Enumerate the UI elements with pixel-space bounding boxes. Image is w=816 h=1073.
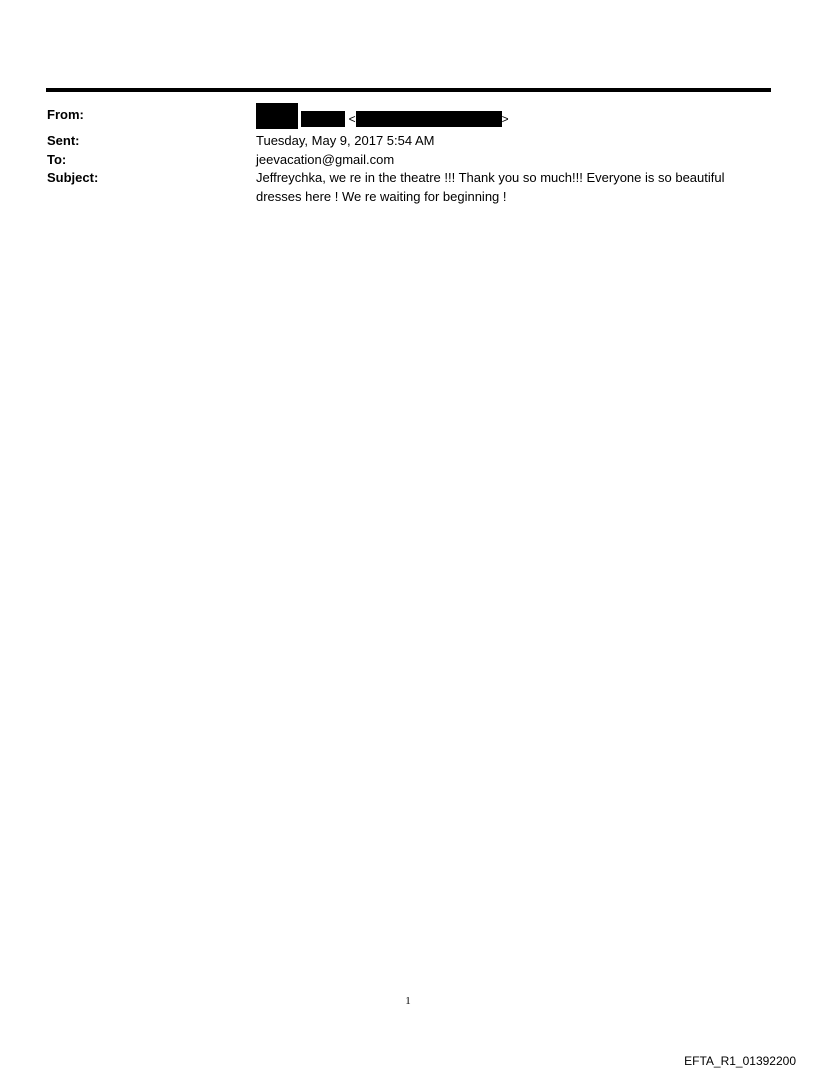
sent-value: Tuesday, May 9, 2017 5:54 AM [256,133,435,148]
sent-row [47,132,747,151]
subject-row [47,169,747,206]
sent-label: Sent: [47,133,80,148]
redaction-box [356,111,502,127]
from-close-bracket: > [501,111,509,126]
from-row [47,106,747,132]
top-divider-rule [46,88,771,92]
from-open-bracket: < [348,111,356,126]
subject-label: Subject: [47,170,99,185]
to-label: To: [47,151,67,167]
to-row [47,151,747,170]
from-label: From: [47,107,84,122]
page-number: 1 [405,995,411,1007]
bates-number: EFTA_R1_01392200 [684,1054,796,1068]
from-value [256,106,747,132]
email-header [47,106,747,206]
subject-value: Jeffreychka, we re in the theatre !!! Thank you so much!!! Everyone is so beautiful dresses here ! We re waiting for beginning ! [256,170,725,204]
redaction-box [301,111,345,127]
to-value: jeevacation@gmail.com [256,151,395,167]
redaction-box [256,103,298,129]
